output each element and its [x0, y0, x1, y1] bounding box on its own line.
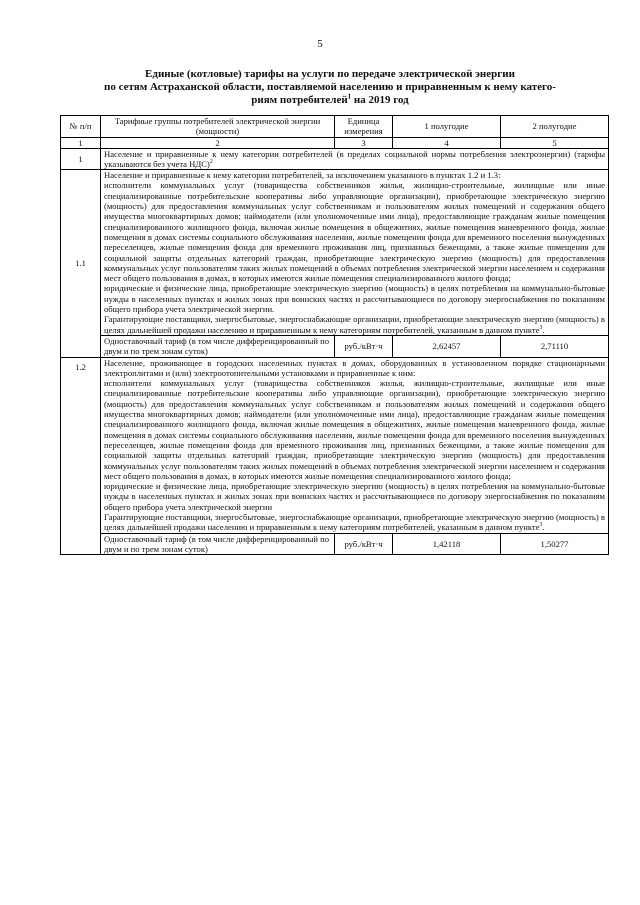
tariff-label: Одноставочный тариф (в том числе дифференцированный по двум и по трем зонам суток): [101, 533, 335, 555]
row-description: Население и приравненные к нему категории потребителей, за исключением указанного в пунктах 1.2 и 1.3: исполнители коммунальных услуг (товарищества собственников жилья, жилищно-строительные, жилищные или иные специализированные потребительские кооперативы либо управляющие организации), приобретающие электрическую энергию (мощность) для предоставления коммунальных услуг собственникам и пользователям жилых помещений и содержания общего имущества многоквартирных домов; наймодатели (или уполномоченные ими лица), предоставляющие гражданам жилые помещения специализированного жилищного фонда, включая жилые помещения в общежитиях, жилые помещения маневренного фонда, жилые помещения в домах системы социального обслуживания населения, жилые помещения фонда для временного поселения вынужденных переселенцев, жилые помещения фонда для временного проживания лиц, признанных беженцами, а также жилые помещения для социальной защиты отдельных категорий граждан, приобретающие электрическую энергию (мощность) для предоставления коммунальных услуг пользователям таких жилых помещений в объемах потребления электрической энергии населением и содержания мест общего пользования в домах, в которых имеются жилые помещения специализированного жилого фонда; юридические и физические лица, приобретающие электрическую энергию (мощность) в целях потребления на коммунально-бытовые нужды в населенных пунктах и жилых зонах при воинских частях и рассчитывающиеся по договору энергоснабжения по показаниям общего прибора учета электрической энергии. Гарантирующие поставщики, энергосбытовые, энергоснабжающие организации, приобретающие электрическую энергию (мощность) в целях дальнейшей продажи населению и приравненным к нему категориям потребителей, указанным в данном пункте$^3$.: [101, 170, 609, 336]
page-number: 5: [317, 38, 323, 50]
row-description: Население, проживающее в городских населенных пунктах в домах, оборудованных в установленном порядке стационарными электроплитами и (или) электроотопительными установками и приравненные к ним: исполнители коммунальных услуг (товарищества собственников жилья, жилищно-строительные, жилищные или иные специализированные потребительские кооперативы либо управляющие организации), приобретающие электрическую энергию (мощность) для предоставления коммунальных услуг собственникам и пользователям жилых помещений и содержания общего имущества многоквартирных домов; наймодатели (или уполномоченные ими лица), предоставляющие гражданам жилые помещения специализированного жилищного фонда, включая жилые помещения в общежитиях, жилые помещения маневренного фонда, жилые помещения в домах системы социального обслуживания населения, жилые помещения фонда для временного поселения вынужденных переселенцев, жилые помещения фонда для временного проживания лиц, признанных беженцами, а также жилые помещения для социальной защиты отдельных категорий граждан, приобретающие электрическую энергию (мощность) для предоставления коммунальных услуг пользователям таких жилых помещений в объемах потребления электрической энергии населением и содержания мест общего пользования в домах, в которых имеются жилые помещения специализированного жилого фонда; юридические и физические лица, приобретающие электрическую энергию (мощность) в целях потребления на коммунально-бытовые нужды в населенных пунктах и жилых зонах при воинских частях и рассчитывающиеся по договору энергоснабжения по показаниям общего прибора учета электрической энергии Гарантирующие поставщики, энергосбытовые, энергоснабжающие организации, приобретающие электрическую энергию (мощность) в целях дальнейшей продажи населению и приравненным к нему категориям потребителей, указанным в данном пункте$^3$.: [101, 357, 609, 533]
value-half1: 1,42118: [393, 533, 501, 555]
row-number: 1: [61, 148, 101, 170]
value-half2: 2,71110: [501, 335, 609, 357]
unit-cell: руб./кВт·ч: [335, 533, 393, 555]
title-line-3: риям потребителей$^1$ на 2019 год: [251, 92, 409, 106]
row-number: 1.1: [61, 170, 101, 357]
tariff-table: [60, 115, 609, 555]
header-unit: Единица измерения: [335, 116, 393, 138]
title-line-1: Единые (котловые) тарифы на услуги по передаче электрической энергии: [145, 68, 515, 80]
unit-cell: руб./кВт·ч: [335, 335, 393, 357]
title-line-2: по сетям Астраханской области, поставляемой населению и приравненным к нему катего-: [104, 81, 556, 93]
index-cell: 2: [101, 137, 335, 148]
header-half1: 1 полугодие: [393, 116, 501, 138]
header-half2: 2 полугодие: [501, 116, 609, 138]
header-row: [61, 116, 609, 138]
index-cell: 3: [335, 137, 393, 148]
index-cell: 4: [393, 137, 501, 148]
document-title: [60, 68, 600, 107]
tariff-row: [61, 533, 609, 555]
header-num: № п/п: [61, 116, 101, 138]
index-row: [61, 137, 609, 148]
table-row: [61, 357, 609, 533]
value-half2: 1,50277: [501, 533, 609, 555]
footnote-mark: 1: [347, 92, 352, 101]
value-half1: 2,62457: [393, 335, 501, 357]
tariff-row: [61, 335, 609, 357]
tariff-label: Одноставочный тариф (в том числе дифференцированный по двум и по трем зонам суток): [101, 335, 335, 357]
index-cell: 5: [501, 137, 609, 148]
index-cell: 1: [61, 137, 101, 148]
table-row: [61, 170, 609, 336]
row-description: Население и приравненные к нему категории потребителей (в пределах социальной нормы потребления электроэнергии) (тарифы указываются без учета НДС)$^2$: [101, 148, 609, 170]
row-number: 1.2: [61, 357, 101, 555]
header-group: Тарифные группы потребителей электрической энергии (мощности): [101, 116, 335, 138]
table-row: [61, 148, 609, 170]
